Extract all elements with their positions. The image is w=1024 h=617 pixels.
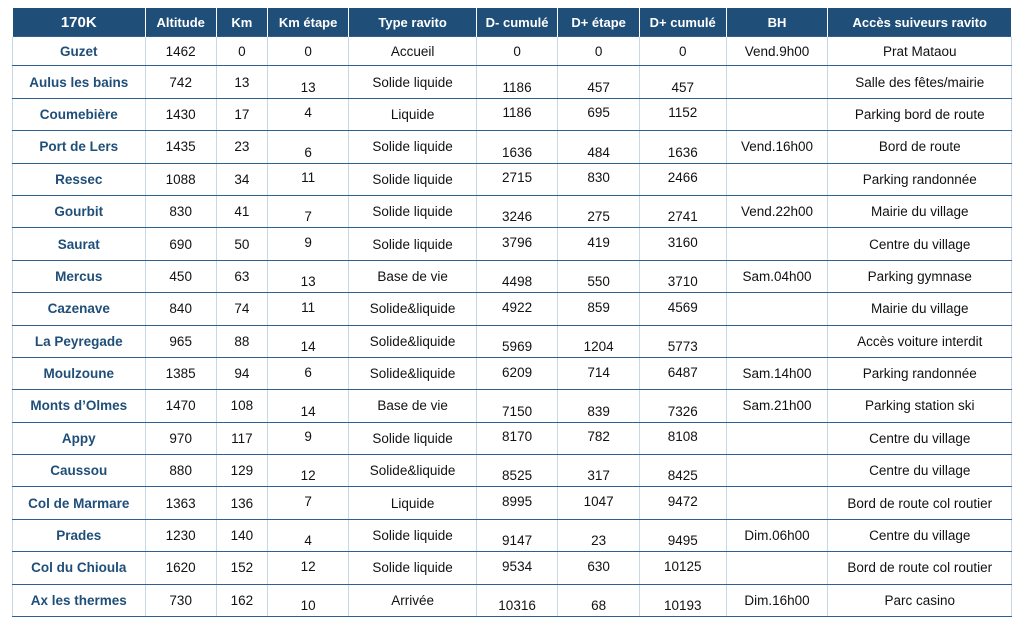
cell-d-plus-cumule: 2741 <box>639 195 726 227</box>
cell-acces-suiveurs: Bord de route <box>828 131 1012 163</box>
cell-d-plus-etape: 275 <box>558 195 640 227</box>
table-row <box>13 37 1012 66</box>
cell-acces-suiveurs: Parking bord de route <box>828 98 1012 130</box>
cell-d-plus-etape: 1204 <box>558 325 640 357</box>
header-acces-suiveurs: Accès suiveurs ravito <box>828 8 1012 37</box>
cell-km-etape: 6 <box>267 131 349 163</box>
cell-km: 129 <box>216 455 267 487</box>
cell-type-ravito: Solide liquide <box>349 195 476 227</box>
cell-d-plus-cumule: 9495 <box>639 519 726 551</box>
cell-type-ravito: Solide&liquide <box>349 357 476 389</box>
cell-d-plus-cumule: 1636 <box>639 131 726 163</box>
cell-km: 34 <box>216 163 267 195</box>
cell-km: 50 <box>216 228 267 260</box>
ravito-table <box>12 8 1012 617</box>
cell-bh <box>726 422 828 454</box>
cell-acces-suiveurs: Centre du village <box>828 422 1012 454</box>
cell-acces-suiveurs: Prat Mataou <box>828 37 1012 66</box>
cell-km: 23 <box>216 131 267 163</box>
cell-type-ravito: Solide liquide <box>349 228 476 260</box>
cell-bh <box>726 487 828 519</box>
table-row <box>13 455 1012 487</box>
cell-type-ravito: Solide liquide <box>349 163 476 195</box>
cell-acces-suiveurs: Bord de route col routier <box>828 487 1012 519</box>
cell-altitude: 1230 <box>145 519 216 551</box>
table-row <box>13 228 1012 260</box>
cell-d-plus-cumule: 9472 <box>639 487 726 519</box>
cell-ravito-name: Monts d’Olmes <box>13 390 146 422</box>
cell-d-plus-etape: 830 <box>558 163 640 195</box>
cell-bh <box>726 163 828 195</box>
table-row <box>13 98 1012 130</box>
cell-d-plus-etape: 484 <box>558 131 640 163</box>
cell-bh <box>726 228 828 260</box>
cell-km-etape: 14 <box>267 390 349 422</box>
header-d-minus-cumule: D- cumulé <box>476 8 558 37</box>
cell-ravito-name: Cazenave <box>13 293 146 325</box>
table-row <box>13 390 1012 422</box>
cell-altitude: 880 <box>145 455 216 487</box>
header-bh: BH <box>726 8 828 37</box>
cell-ravito-name: Col du Chioula <box>13 552 146 584</box>
cell-km-etape: 0 <box>267 37 349 66</box>
cell-d-plus-etape: 714 <box>558 357 640 389</box>
cell-altitude: 1363 <box>145 487 216 519</box>
cell-km-etape: 7 <box>267 195 349 227</box>
cell-km: 162 <box>216 584 267 616</box>
cell-d-plus-etape: 839 <box>558 390 640 422</box>
cell-d-minus-cumule: 8525 <box>476 455 558 487</box>
cell-ravito-name: Gourbit <box>13 195 146 227</box>
cell-bh: Sam.14h00 <box>726 357 828 389</box>
table-row <box>13 66 1012 98</box>
cell-d-plus-etape: 23 <box>558 519 640 551</box>
cell-type-ravito: Accueil <box>349 37 476 66</box>
cell-altitude: 840 <box>145 293 216 325</box>
cell-acces-suiveurs: Accès voiture interdit <box>828 325 1012 357</box>
header-d-plus-etape: D+ étape <box>558 8 640 37</box>
cell-ravito-name: Guzet <box>13 37 146 66</box>
cell-altitude: 1462 <box>145 37 216 66</box>
cell-acces-suiveurs: Parking randonnée <box>828 163 1012 195</box>
cell-km: 13 <box>216 66 267 98</box>
cell-d-plus-etape: 550 <box>558 260 640 292</box>
cell-d-plus-cumule: 10125 <box>639 552 726 584</box>
cell-altitude: 1470 <box>145 390 216 422</box>
cell-km: 140 <box>216 519 267 551</box>
cell-d-minus-cumule: 7150 <box>476 390 558 422</box>
cell-bh <box>726 455 828 487</box>
cell-km-etape: 13 <box>267 260 349 292</box>
cell-d-minus-cumule: 9534 <box>476 552 558 584</box>
cell-ravito-name: Coumebière <box>13 98 146 130</box>
cell-km: 152 <box>216 552 267 584</box>
cell-type-ravito: Solide liquide <box>349 552 476 584</box>
cell-ravito-name: Port de Lers <box>13 131 146 163</box>
cell-bh: Dim.16h00 <box>726 584 828 616</box>
cell-altitude: 690 <box>145 228 216 260</box>
cell-bh: Sam.21h00 <box>726 390 828 422</box>
cell-d-minus-cumule: 5969 <box>476 325 558 357</box>
header-km-etape: Km étape <box>267 8 349 37</box>
cell-type-ravito: Base de vie <box>349 260 476 292</box>
cell-d-plus-etape: 630 <box>558 552 640 584</box>
table-row <box>13 422 1012 454</box>
table-row <box>13 487 1012 519</box>
cell-d-plus-cumule: 4569 <box>639 293 726 325</box>
cell-d-minus-cumule: 1186 <box>476 66 558 98</box>
cell-type-ravito: Solide liquide <box>349 66 476 98</box>
cell-km-etape: 7 <box>267 487 349 519</box>
cell-d-minus-cumule: 0 <box>476 37 558 66</box>
cell-km-etape: 10 <box>267 584 349 616</box>
cell-altitude: 1435 <box>145 131 216 163</box>
cell-d-minus-cumule: 4498 <box>476 260 558 292</box>
cell-d-minus-cumule: 6209 <box>476 357 558 389</box>
cell-type-ravito: Solide&liquide <box>349 293 476 325</box>
cell-d-plus-etape: 0 <box>558 37 640 66</box>
cell-d-plus-cumule: 0 <box>639 37 726 66</box>
table-header-row <box>13 8 1012 37</box>
cell-d-plus-cumule: 1152 <box>639 98 726 130</box>
cell-bh <box>726 98 828 130</box>
cell-d-plus-etape: 695 <box>558 98 640 130</box>
cell-d-plus-etape: 1047 <box>558 487 640 519</box>
cell-km-etape: 14 <box>267 325 349 357</box>
header-d-plus-cumule: D+ cumulé <box>639 8 726 37</box>
cell-bh: Vend.9h00 <box>726 37 828 66</box>
ravito-table-container <box>12 8 1012 617</box>
cell-ravito-name: Aulus les bains <box>13 66 146 98</box>
table-row <box>13 552 1012 584</box>
cell-type-ravito: Solide&liquide <box>349 455 476 487</box>
cell-type-ravito: Solide liquide <box>349 519 476 551</box>
cell-d-plus-etape: 782 <box>558 422 640 454</box>
cell-d-minus-cumule: 1636 <box>476 131 558 163</box>
cell-d-plus-cumule: 3160 <box>639 228 726 260</box>
cell-km-etape: 12 <box>267 455 349 487</box>
header-altitude: Altitude <box>145 8 216 37</box>
header-type-ravito: Type ravito <box>349 8 476 37</box>
cell-altitude: 1620 <box>145 552 216 584</box>
cell-ravito-name: Mercus <box>13 260 146 292</box>
cell-km: 136 <box>216 487 267 519</box>
cell-km: 17 <box>216 98 267 130</box>
cell-d-minus-cumule: 8170 <box>476 422 558 454</box>
cell-bh <box>726 66 828 98</box>
table-row <box>13 293 1012 325</box>
cell-bh <box>726 293 828 325</box>
cell-d-plus-cumule: 457 <box>639 66 726 98</box>
cell-km-etape: 9 <box>267 422 349 454</box>
cell-d-plus-cumule: 8108 <box>639 422 726 454</box>
cell-altitude: 970 <box>145 422 216 454</box>
cell-d-plus-etape: 419 <box>558 228 640 260</box>
table-row <box>13 584 1012 616</box>
table-row <box>13 325 1012 357</box>
cell-acces-suiveurs: Mairie du village <box>828 293 1012 325</box>
cell-altitude: 965 <box>145 325 216 357</box>
cell-d-plus-cumule: 10193 <box>639 584 726 616</box>
table-row <box>13 163 1012 195</box>
cell-acces-suiveurs: Centre du village <box>828 455 1012 487</box>
cell-km: 108 <box>216 390 267 422</box>
cell-ravito-name: Prades <box>13 519 146 551</box>
table-row <box>13 260 1012 292</box>
cell-km-etape: 4 <box>267 519 349 551</box>
cell-d-plus-cumule: 7326 <box>639 390 726 422</box>
cell-d-plus-cumule: 5773 <box>639 325 726 357</box>
cell-bh <box>726 552 828 584</box>
cell-bh: Vend.22h00 <box>726 195 828 227</box>
cell-km-etape: 9 <box>267 228 349 260</box>
cell-ravito-name: La Peyregade <box>13 325 146 357</box>
cell-type-ravito: Liquide <box>349 487 476 519</box>
cell-d-plus-etape: 457 <box>558 66 640 98</box>
cell-bh: Sam.04h00 <box>726 260 828 292</box>
cell-type-ravito: Arrivée <box>349 584 476 616</box>
cell-km-etape: 6 <box>267 357 349 389</box>
cell-acces-suiveurs: Parking randonnée <box>828 357 1012 389</box>
cell-ravito-name: Ax les thermes <box>13 584 146 616</box>
cell-d-minus-cumule: 9147 <box>476 519 558 551</box>
cell-ravito-name: Col de Marmare <box>13 487 146 519</box>
cell-d-minus-cumule: 3796 <box>476 228 558 260</box>
cell-acces-suiveurs: Salle des fêtes/mairie <box>828 66 1012 98</box>
header-km: Km <box>216 8 267 37</box>
cell-d-plus-etape: 859 <box>558 293 640 325</box>
table-row <box>13 131 1012 163</box>
cell-type-ravito: Liquide <box>349 98 476 130</box>
cell-km-etape: 11 <box>267 293 349 325</box>
cell-km: 63 <box>216 260 267 292</box>
cell-acces-suiveurs: Centre du village <box>828 228 1012 260</box>
cell-bh: Dim.06h00 <box>726 519 828 551</box>
cell-d-plus-cumule: 8425 <box>639 455 726 487</box>
cell-acces-suiveurs: Bord de route col routier <box>828 552 1012 584</box>
cell-altitude: 1385 <box>145 357 216 389</box>
cell-d-plus-cumule: 6487 <box>639 357 726 389</box>
cell-km-etape: 4 <box>267 98 349 130</box>
cell-acces-suiveurs: Centre du village <box>828 519 1012 551</box>
cell-acces-suiveurs: Mairie du village <box>828 195 1012 227</box>
cell-km-etape: 13 <box>267 66 349 98</box>
cell-d-minus-cumule: 4922 <box>476 293 558 325</box>
cell-altitude: 1430 <box>145 98 216 130</box>
cell-acces-suiveurs: Parking station ski <box>828 390 1012 422</box>
cell-ravito-name: Moulzoune <box>13 357 146 389</box>
cell-d-minus-cumule: 2715 <box>476 163 558 195</box>
cell-d-minus-cumule: 8995 <box>476 487 558 519</box>
cell-km: 74 <box>216 293 267 325</box>
cell-type-ravito: Solide&liquide <box>349 325 476 357</box>
cell-d-plus-etape: 68 <box>558 584 640 616</box>
cell-altitude: 730 <box>145 584 216 616</box>
cell-km: 88 <box>216 325 267 357</box>
cell-bh: Vend.16h00 <box>726 131 828 163</box>
header-race: 170K <box>13 8 146 37</box>
table-row <box>13 357 1012 389</box>
cell-altitude: 742 <box>145 66 216 98</box>
cell-km-etape: 11 <box>267 163 349 195</box>
cell-ravito-name: Saurat <box>13 228 146 260</box>
cell-km: 117 <box>216 422 267 454</box>
cell-d-minus-cumule: 3246 <box>476 195 558 227</box>
cell-ravito-name: Caussou <box>13 455 146 487</box>
cell-altitude: 830 <box>145 195 216 227</box>
cell-d-plus-cumule: 3710 <box>639 260 726 292</box>
table-body <box>13 37 1012 617</box>
cell-ravito-name: Appy <box>13 422 146 454</box>
cell-acces-suiveurs: Parking gymnase <box>828 260 1012 292</box>
cell-d-plus-etape: 317 <box>558 455 640 487</box>
cell-km: 94 <box>216 357 267 389</box>
table-row <box>13 195 1012 227</box>
cell-d-plus-cumule: 2466 <box>639 163 726 195</box>
cell-type-ravito: Solide liquide <box>349 422 476 454</box>
cell-ravito-name: Ressec <box>13 163 146 195</box>
cell-altitude: 1088 <box>145 163 216 195</box>
cell-type-ravito: Solide liquide <box>349 131 476 163</box>
cell-km: 0 <box>216 37 267 66</box>
cell-altitude: 450 <box>145 260 216 292</box>
table-row <box>13 519 1012 551</box>
cell-bh <box>726 325 828 357</box>
cell-d-minus-cumule: 1186 <box>476 98 558 130</box>
cell-km-etape: 12 <box>267 552 349 584</box>
cell-acces-suiveurs: Parc casino <box>828 584 1012 616</box>
cell-type-ravito: Base de vie <box>349 390 476 422</box>
cell-d-minus-cumule: 10316 <box>476 584 558 616</box>
cell-km: 41 <box>216 195 267 227</box>
